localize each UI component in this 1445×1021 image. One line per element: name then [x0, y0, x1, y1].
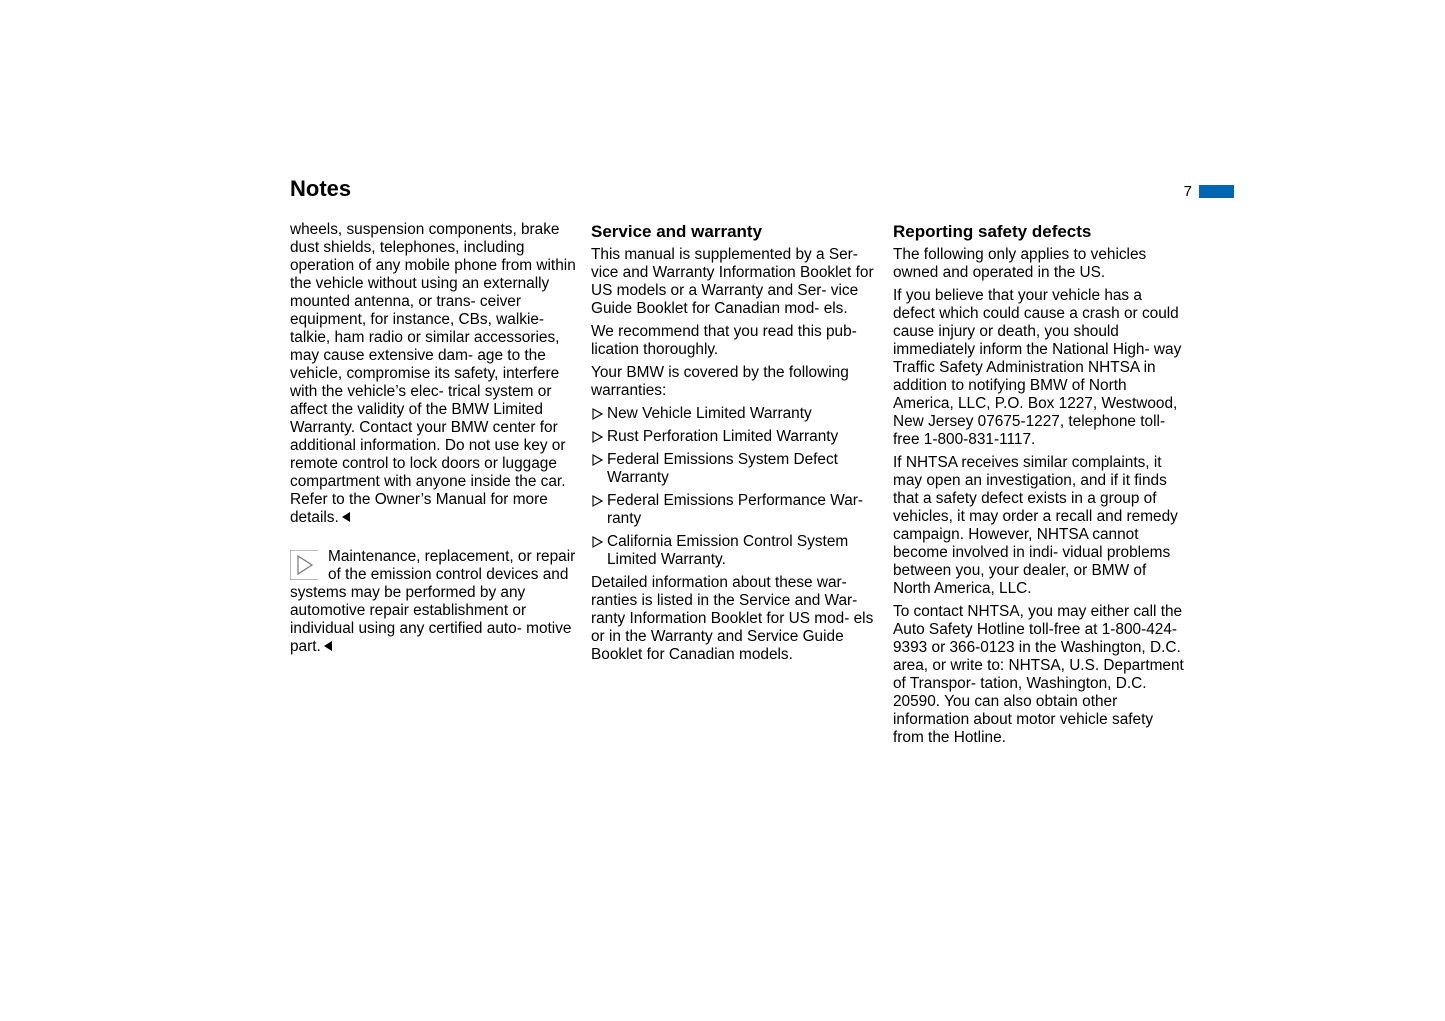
bullet-triangle-icon: [592, 408, 603, 420]
list-item-text: Federal Emissions Performance War- ranty: [607, 492, 864, 527]
safety-paragraph-2: If you believe that your vehicle has a defect which could cause a crash or could cause injury or death, you should immediately inform the National High- way Traffic Safety Administration NHTSA in addition to notifying BMW of North America, LLC, P.O. Box 1227, Westwood, New Jersey 07675-1227, telephone toll-free 1-800-831-1117.: [893, 287, 1182, 448]
list-item: [591, 533, 883, 569]
column-safety-defects: [893, 222, 1185, 752]
notes-paragraph-text: wheels, suspension components, brake dust shields, telephones, including operation of any mobile phone from within the vehicle without using an externally mounted antenna, or trans- ceiver equipment, for instance, CBs, walkie-talkie, ham radio or similar accessories, may cause extensive dam- age to the vehicle, compromise its safety, interfere with the vehicle’s elec- trical system or affect the validity of the BMW Limited Warranty. Contact your BMW center for additional information. Do not use key or remote control to lock doors or luggage compartment with anyone inside the car. Refer to the Owner’s Manual for more details.: [290, 221, 576, 526]
note-text: Maintenance, replacement, or repair of the emission control devices and systems may be performed by any automotive repair establishment or individual using any certified auto- motive part.: [290, 548, 576, 655]
page-marker-bar: [1199, 185, 1234, 198]
column-notes: [290, 221, 582, 656]
service-warranty-heading: Service and warranty: [591, 222, 763, 241]
bullet-triangle-icon: [592, 495, 603, 507]
safety-paragraph-3: If NHTSA receives similar complaints, it may open an investigation, and if it finds that a safety defect exists in a group of vehicles, it may order a recall and remedy campaign. However, NHTSA cannot become involved in indi- vidual problems between you, your dealer, or BMW of North America, LLC.: [893, 454, 1178, 597]
note-arrow-icon: [290, 550, 320, 580]
safety-paragraph-1: The following only applies to vehicles owned and operated in the US.: [893, 246, 1147, 281]
bullet-triangle-icon: [592, 431, 603, 443]
page-title: Notes: [290, 176, 352, 201]
notes-paragraph: [290, 221, 582, 527]
end-mark-icon: [342, 512, 350, 522]
end-mark-icon: [324, 641, 332, 651]
page-number: 7: [1183, 183, 1192, 200]
safety-paragraph-4: To contact NHTSA, you may either call the Auto Safety Hotline toll-free at 1-800-424-9393 or 366-0123 in the Washington, D.C. area, or write to: NHTSA, U.S. Department of Transpor- tation, Washington, D.C. 20590. You can also obtain other information about motor vehicle safety from the Hotline.: [893, 603, 1184, 746]
safety-defects-heading: Reporting safety defects: [893, 222, 1092, 241]
list-item: [591, 492, 883, 528]
bullet-triangle-icon: [592, 454, 603, 466]
list-item-text: Rust Perforation Limited Warranty: [607, 428, 839, 445]
column-service-warranty: [591, 222, 883, 669]
note-block: [290, 548, 582, 656]
list-item: [591, 451, 883, 487]
service-paragraph-2: We recommend that you read this pub- lication thoroughly.: [591, 323, 857, 358]
service-paragraph-1: This manual is supplemented by a Ser- vice and Warranty Information Booklet for US models or a Warranty and Ser- vice Guide Booklet for Canadian mod- els.: [591, 246, 874, 317]
service-paragraph-3: Your BMW is covered by the following warranties:: [591, 364, 849, 399]
warranty-list: [591, 405, 883, 569]
list-item-text: Federal Emissions System Defect Warranty: [607, 451, 838, 486]
list-item: [591, 428, 883, 446]
service-paragraph-4: Detailed information about these war- ranties is listed in the Service and War- ranty Information Booklet for US mod- els or in the Warranty and Service Guide Booklet for Canadian models.: [591, 574, 874, 663]
bullet-triangle-icon: [592, 536, 603, 548]
list-item-text: New Vehicle Limited Warranty: [607, 405, 812, 422]
list-item-text: California Emission Control System Limited Warranty.: [607, 533, 849, 568]
list-item: [591, 405, 883, 423]
